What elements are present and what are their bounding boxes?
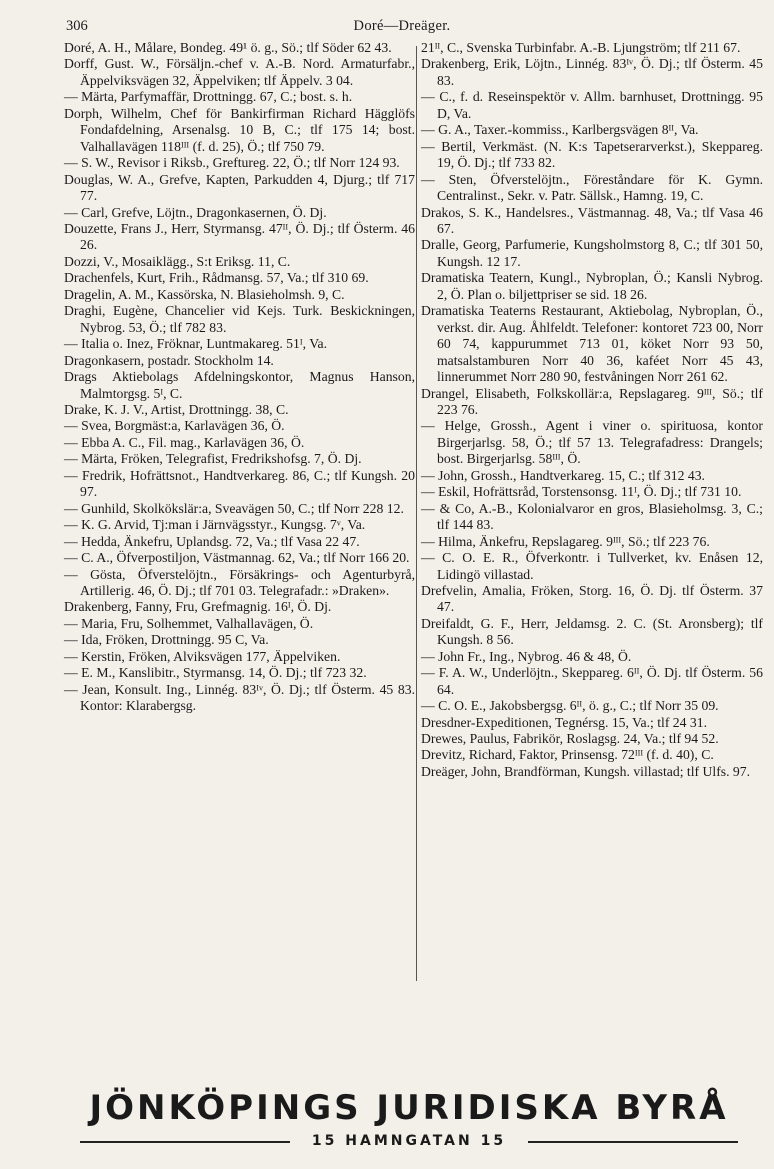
directory-entry: — & Co, A.-B., Kolonialvaror en gros, Blasieholmsg. 3, C.; tlf 144 83. <box>421 500 763 533</box>
directory-entry: — Sten, Öfverstelöjtn., Föreståndare för K. Gymn. Centralinst., Sekr. v. Patr. Sällsk., Hamng. 19, C. <box>421 171 763 204</box>
directory-entry: — Maria, Fru, Solhemmet, Valhallavägen, Ö. <box>64 615 314 631</box>
directory-entry: Drefvelin, Amalia, Fröken, Storg. 16, Ö. Dj. tlf Österm. 37 47. <box>421 582 763 615</box>
directory-entry: — Märta, Parfymaffär, Drottningg. 67, C.; bost. s. h. <box>64 89 353 105</box>
directory-entry: Dramatiska Teatern, Kungl., Nybroplan, Ö.; Kansli Nybrog. 2, Ö. Plan o. biljettpriser se sid. 18 26. <box>421 270 763 302</box>
directory-entry: Dozzi, V., Mosaiklägg., S:t Eriksg. 11, C. <box>64 253 291 269</box>
directory-entry: — K. G. Arvid, Tj:man i Järnvägsstyr., Kungsg. 7ᵛ, Va. <box>64 517 366 533</box>
address-rule-left <box>80 1141 290 1143</box>
directory-entry: Douglas, W. A., Grefve, Kapten, Parkudden 4, Djurg.; tlf 717 77. <box>64 171 415 204</box>
directory-entry: Drake, K. J. V., Artist, Drottningg. 38, C. <box>64 401 289 417</box>
address-rule-right <box>528 1141 738 1143</box>
directory-entry: — Gunhild, Skolkökslär:a, Sveavägen 50, C.; tlf Norr 228 12. <box>64 500 404 516</box>
directory-entry: Dorff, Gust. W., Försäljn.-chef v. A.-B. Nord. Armaturfabr., Äppelviksvägen 32, Äppelviken; tlf Äppelv. 3 04. <box>64 56 415 88</box>
page-number: 306 <box>66 18 88 34</box>
directory-entry: — John Fr., Ing., Nybrog. 46 & 48, Ö. <box>421 648 632 664</box>
directory-entry: Drakenberg, Fanny, Fru, Grefmagnig. 16ᴵ, Ö. Dj. <box>64 599 332 615</box>
directory-entry: — Ida, Fröken, Drottningg. 95 C, Va. <box>64 632 269 648</box>
directory-entry: — Eskil, Hofrättsråd, Torstensonsg. 11ᴵ, Ö. Dj.; tlf 731 10. <box>421 484 742 500</box>
directory-entry: Dorph, Wilhelm, Chef för Bankirfirman Richard Hägglöfs Fondafdelning, Arsenalsg. 10 B, C.; tlf 175 14; bost. Valhallavägen 118ᴵᴵᴵ (f. d. 25), Ö.; tlf 750 79. <box>64 105 415 154</box>
advertisement-address-row <box>80 1130 738 1152</box>
directory-entry: — Hedda, Änkefru, Uplandsg. 72, Va.; tlf Vasa 22 47. <box>64 533 360 549</box>
directory-entry: Dragonkasern, postadr. Stockholm 14. <box>64 352 274 368</box>
directory-entry: Draghi, Eugène, Chancelier vid Kejs. Turk. Beskickningen, Nybrog. 53, Ö.; tlf 782 83. <box>64 303 415 335</box>
directory-entry: Dragelin, A. M., Kassörska, N. Blasieholmsh. 9, C. <box>64 286 345 302</box>
directory-entry: Dreifaldt, G. F., Herr, Jeldamsg. 2. C. (St. Aronsberg); tlf Kungsh. 8 56. <box>421 615 763 648</box>
directory-entry: — C. O. E., Jakobsbergsg. 6ᴵᴵ, ö. g., C.; tlf Norr 35 09. <box>421 698 719 714</box>
directory-entry: Dramatiska Teaterns Restaurant, Aktiebolag, Nybroplan, Ö., verkst. dir. Aug. Åhlfeldt. Telefoner: kontoret 723 00, Norr 60 74, kappurummet 713 01, köket Norr 93 50, matsalstamburen Norr 40 36, kaféet Norr 45 43, linnerummet Norr 280 90, festvåningen Norr 261 62. <box>421 303 763 385</box>
directory-entry: — C., f. d. Reseinspektör v. Allm. barnhuset, Drottningg. 95 D, Va. <box>421 89 763 121</box>
directory-entry: Drakenberg, Erik, Löjtn., Linnég. 83ᴵᵛ, Ö. Dj.; tlf Österm. 45 83. <box>421 56 763 88</box>
directory-entry: Dresdner-Expeditionen, Tegnérsg. 15, Va.; tlf 24 31. <box>421 714 708 730</box>
directory-entry: — Italia o. Inez, Fröknar, Luntmakareg. 51ᴵ, Va. <box>64 336 328 352</box>
directory-entry: 21ᴵᴵ, C., Svenska Turbinfabr. A.-B. Ljungström; tlf 211 67. <box>421 40 741 55</box>
directory-entry: — C. A., Öfverpostiljon, Västmannag. 62, Va.; tlf Norr 166 20. <box>64 550 410 566</box>
directory-entry: Drags Aktiebolags Afdelningskontor, Magnus Hanson, Malmtorgsg. 5ᴵ, C. <box>64 369 415 401</box>
directory-entry: — E. M., Kanslibitr., Styrmansg. 14, Ö. Dj.; tlf 723 32. <box>64 665 367 681</box>
directory-entry: — Gösta, Öfverstelöjtn., Försäkrings- och Agenturbyrå, Artillerig. 46, Ö. Dj.; tlf 701 03. Telegrafadr.: »Draken». <box>64 566 415 598</box>
page-header <box>66 16 738 38</box>
directory-entry: — G. A., Taxer.-kommiss., Karlbergsvägen 8ᴵᴵ, Va. <box>421 122 699 138</box>
directory-entry: — Kerstin, Fröken, Alviksvägen 177, Äppelviken. <box>64 648 341 664</box>
directory-entry: — F. A. W., Underlöjtn., Skeppareg. 6ᴵᴵ, Ö. Dj. tlf Österm. 56 64. <box>421 665 763 697</box>
directory-entry: Drangel, Elisabeth, Folkskollär:a, Repslagareg. 9ᴵᴵᴵ, Sö.; tlf 223 76. <box>421 385 763 417</box>
directory-entry: — Ebba A. C., Fil. mag., Karlavägen 36, Ö. <box>64 434 305 450</box>
directory-entry: Drevitz, Richard, Faktor, Prinsensg. 72ᴵᴵᴵ (f. d. 40), C. <box>421 747 714 763</box>
directory-entry: — Svea, Borgmäst:a, Karlavägen 36, Ö. <box>64 418 285 434</box>
directory-entry: — C. O. E. R., Öfverkontr. i Tullverket, kv. Enåsen 12, Lidingö villastad. <box>421 550 763 582</box>
directory-entry: — Helge, Grossh., Agent i viner o. spirituosa, kontor Birgerjarlsg. 58, Ö.; tlf 57 13. Telegrafadress: Drangels; bost. Birgerjarlsg. 58ᴵᴵᴵ, Ö. <box>421 418 763 467</box>
directory-entry: Drachenfels, Kurt, Frih., Rådmansg. 57, Va.; tlf 310 69. <box>64 270 369 286</box>
directory-entry: — S. W., Revisor i Riksb., Greftureg. 22, Ö.; tlf Norr 124 93. <box>64 155 400 171</box>
directory-entry: — Märta, Fröken, Telegrafist, Fredrikshofsg. 7, Ö. Dj. <box>64 451 362 467</box>
column-divider <box>416 46 417 981</box>
directory-entry: — Jean, Konsult. Ing., Linnég. 83ᴵᵛ, Ö. Dj.; tlf Österm. 45 83. Kontor: Klarabergsg. <box>64 681 415 714</box>
directory-entry: — Hilma, Änkefru, Repslagareg. 9ᴵᴵᴵ, Sö.; tlf 223 76. <box>421 533 710 549</box>
directory-entry: Douzette, Frans J., Herr, Styrmansg. 47ᴵᴵ, Ö. Dj.; tlf Österm. 46 26. <box>64 220 415 253</box>
directory-entry: — Bertil, Verkmäst. (N. K:s Tapetserarverkst.), Skeppareg. 19, Ö. Dj.; tlf 733 82. <box>421 138 763 171</box>
directory-entry: Drewes, Paulus, Fabrikör, Roslagsg. 24, Va.; tlf 94 52. <box>421 731 719 747</box>
directory-entry: — John, Grossh., Handtverkareg. 15, C.; tlf 312 43. <box>421 467 705 483</box>
left-column <box>64 40 415 715</box>
advertisement-address: 15 HAMNGATAN 15 <box>311 1133 507 1149</box>
directory-entry: Dreäger, John, Brandförman, Kungsh. villastad; tlf Ulfs. 97. <box>421 763 751 779</box>
running-head: Doré—Dreäger. <box>353 18 451 34</box>
right-column <box>421 40 763 780</box>
directory-entry: — Carl, Grefve, Löjtn., Dragonkasernen, Ö. Dj. <box>64 204 327 220</box>
advertisement-title: JÖNKÖPINGS JURIDISKA BYRÅ <box>89 1088 729 1128</box>
directory-entry: Dralle, Georg, Parfumerie, Kungsholmstorg 8, C.; tlf 301 50, Kungsh. 12 17. <box>421 237 763 269</box>
directory-entry: — Fredrik, Hofrättsnot., Handtverkareg. 86, C.; tlf Kungsh. 20 97. <box>64 467 415 500</box>
advertisement <box>80 1088 738 1152</box>
directory-entry: Doré, A. H., Målare, Bondeg. 49¹ ö. g., Sö.; tlf Söder 62 43. <box>64 40 392 55</box>
directory-entry: Drakos, S. K., Handelsres., Västmannag. 48, Va.; tlf Vasa 46 67. <box>421 204 763 236</box>
